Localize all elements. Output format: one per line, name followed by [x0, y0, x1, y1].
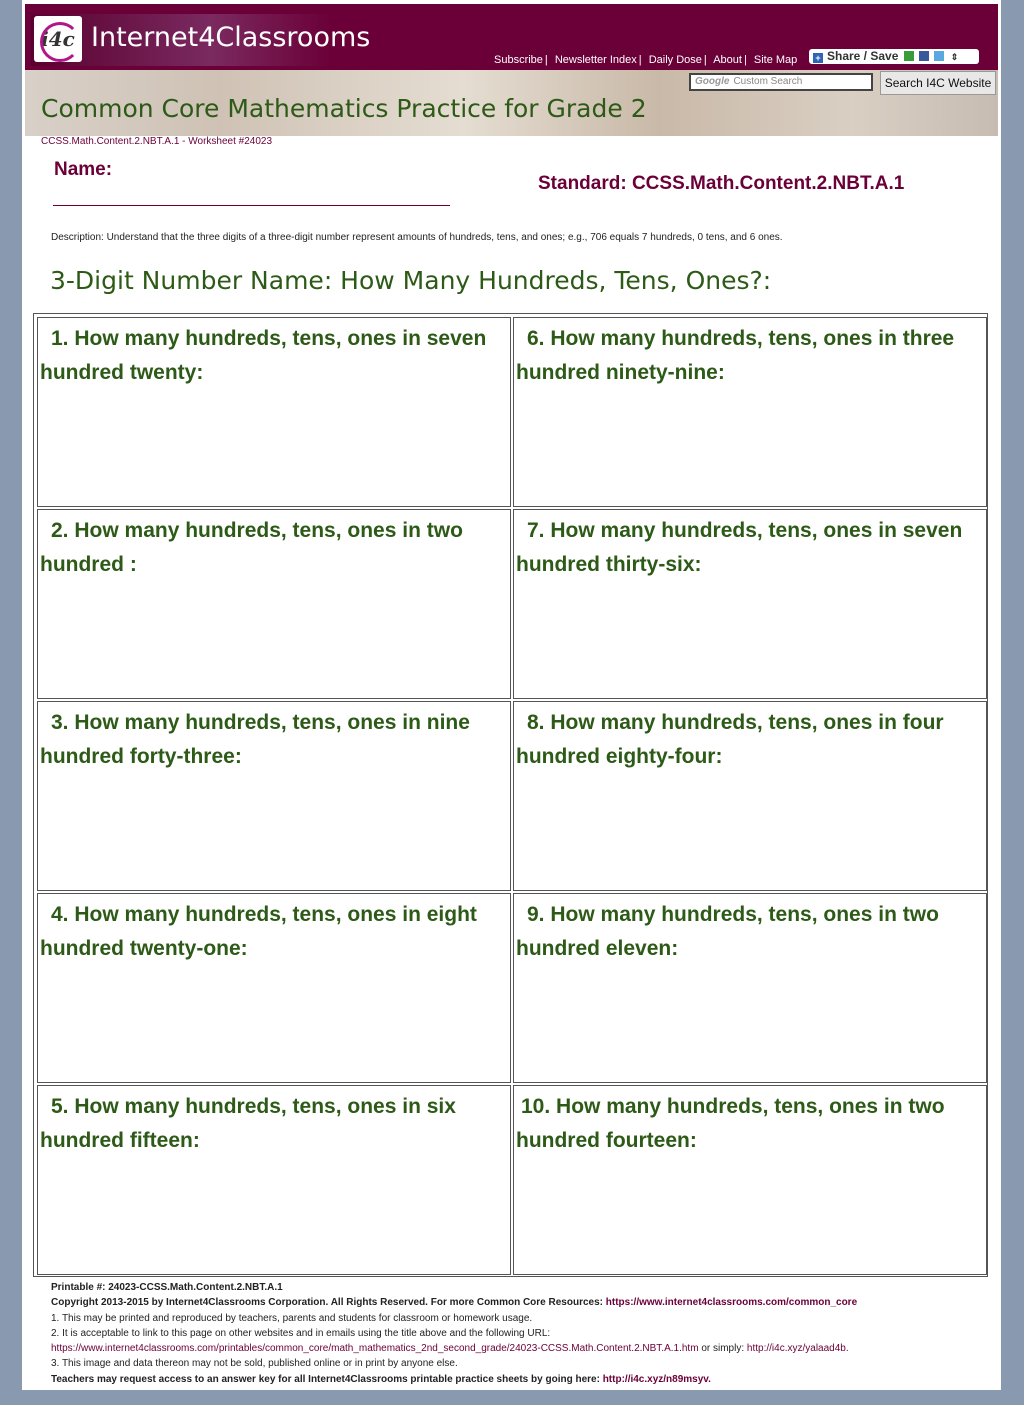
nav-site-map[interactable]: Site Map: [753, 54, 798, 66]
twitter-icon[interactable]: [934, 51, 944, 61]
site-logo[interactable]: [31, 14, 371, 66]
question-cell-4: [37, 893, 511, 1083]
search-placeholder: Custom Search: [733, 76, 803, 87]
breadcrumb: CCSS.Math.Content.2.NBT.A.1 - Worksheet #24023: [41, 136, 273, 147]
question-cell-3: [37, 701, 511, 891]
share-plus-icon: +: [813, 53, 823, 63]
footer-note-2: 2. It is acceptable to link to this page on other websites and in emails using the title above and the following URL:: [51, 1327, 551, 1339]
question-1: 1. How many hundreds, tens, ones in seven hundred twenty:: [40, 327, 487, 384]
name-label: Name:: [54, 159, 113, 180]
top-bar: [25, 4, 998, 70]
name-line: [53, 205, 450, 206]
email-share-icon[interactable]: [904, 51, 914, 61]
question-8: 8. How many hundreds, tens, ones in four hundred eighty-four:: [516, 711, 944, 768]
question-cell-6: [513, 317, 987, 507]
question-cell-7: [513, 509, 987, 699]
share-save-button[interactable]: [809, 49, 979, 64]
nav-subscribe[interactable]: Subscribe: [494, 54, 543, 66]
question-4: 4. How many hundreds, tens, ones in eight hundred twenty-one:: [40, 903, 477, 960]
footer-note-3: 3. This image and data thereon may not be sold, published online or in print by anyone else.: [51, 1358, 458, 1370]
question-cell-10: [513, 1085, 987, 1275]
footer-note-1: 1. This may be printed and reproduced by teachers, parents and students for classroom or homework usage.: [51, 1312, 533, 1324]
answer-key-link[interactable]: http://i4c.xyz/n89msyv.: [602, 1373, 711, 1385]
question-2: 2. How many hundreds, tens, ones in two hundred :: [40, 519, 463, 576]
worksheet-long-url[interactable]: https://www.internet4classrooms.com/printables/common_core/math_mathematics_2nd_second_grade/24023-CCSS.Math.Content.2.NBT.A.1.htm: [51, 1343, 699, 1355]
question-10: 10. How many hundreds, tens, ones in two hundred fourteen:: [516, 1095, 945, 1152]
nav-about[interactable]: About: [713, 54, 742, 66]
footer: [51, 1280, 981, 1387]
page: [22, 0, 1001, 1390]
nav-newsletter-index[interactable]: Newsletter Index: [554, 54, 637, 66]
question-cell-8: [513, 701, 987, 891]
logo-badge-icon: i4c: [34, 16, 82, 62]
worksheet-title: 3-Digit Number Name: How Many Hundreds, Tens, Ones?:: [50, 266, 772, 295]
question-6: 6. How many hundreds, tens, ones in three hundred ninety-nine:: [516, 327, 955, 384]
share-label: Share / Save: [827, 49, 899, 63]
common-core-link[interactable]: https://www.internet4classrooms.com/common_core: [605, 1297, 858, 1309]
question-7: 7. How many hundreds, tens, ones in seven hundred thirty-six:: [516, 519, 963, 576]
footer-answer-key: Teachers may request access to an answer key for all Internet4Classrooms printable practice sheets by going here: http://i4c.xyz/n89msyv.: [51, 1373, 711, 1385]
question-grid: [33, 313, 988, 1277]
standard-label: Standard: CCSS.Math.Content.2.NBT.A.1: [538, 173, 905, 194]
footer-copyright: Copyright 2013-2015 by Internet4Classrooms Corporation. All Rights Reserved. For more Common Core Resources: https://www.internet4classrooms.com/common_core: [51, 1297, 858, 1309]
facebook-icon[interactable]: [919, 51, 929, 61]
question-cell-5: [37, 1085, 511, 1275]
nav-daily-dose[interactable]: Daily Dose: [648, 54, 702, 66]
banner-title: Common Core Mathematics Practice for Grade 2: [41, 94, 647, 123]
question-3: 3. How many hundreds, tens, ones in nine hundred forty-three:: [40, 711, 470, 768]
question-cell-9: [513, 893, 987, 1083]
question-cell-1: [37, 317, 511, 507]
worksheet-short-url[interactable]: http://i4c.xyz/yalaad4b.: [746, 1343, 849, 1355]
question-5: 5. How many hundreds, tens, ones in six hundred fifteen:: [40, 1095, 456, 1152]
search-button[interactable]: Search I4C Website: [880, 71, 996, 95]
google-logo: Google: [695, 76, 730, 87]
description: Description: Understand that the three digits of a three-digit number represent amounts of hundreds, tens, and ones; e.g., 706 equals 7 hundreds, 0 tens, and 6 ones.: [51, 232, 783, 243]
logo-text: Internet4Classrooms: [91, 22, 371, 53]
question-cell-2: [37, 509, 511, 699]
question-9: 9. How many hundreds, tens, ones in two hundred eleven:: [516, 903, 939, 960]
search-input[interactable]: [689, 73, 873, 91]
chevron-updown-icon[interactable]: ⇕: [950, 52, 959, 62]
top-nav: Subscribe | Newsletter Index | Daily Dose | About | Site Map: [494, 54, 798, 66]
footer-printable: Printable #: 24023-CCSS.Math.Content.2.NBT.A.1: [51, 1282, 283, 1293]
footer-urls: https://www.internet4classrooms.com/printables/common_core/math_mathematics_2nd_second_grade/24023-CCSS.Math.Content.2.NBT.A.1.htm or simply: http://i4c.xyz/yalaad4b.: [51, 1343, 849, 1355]
